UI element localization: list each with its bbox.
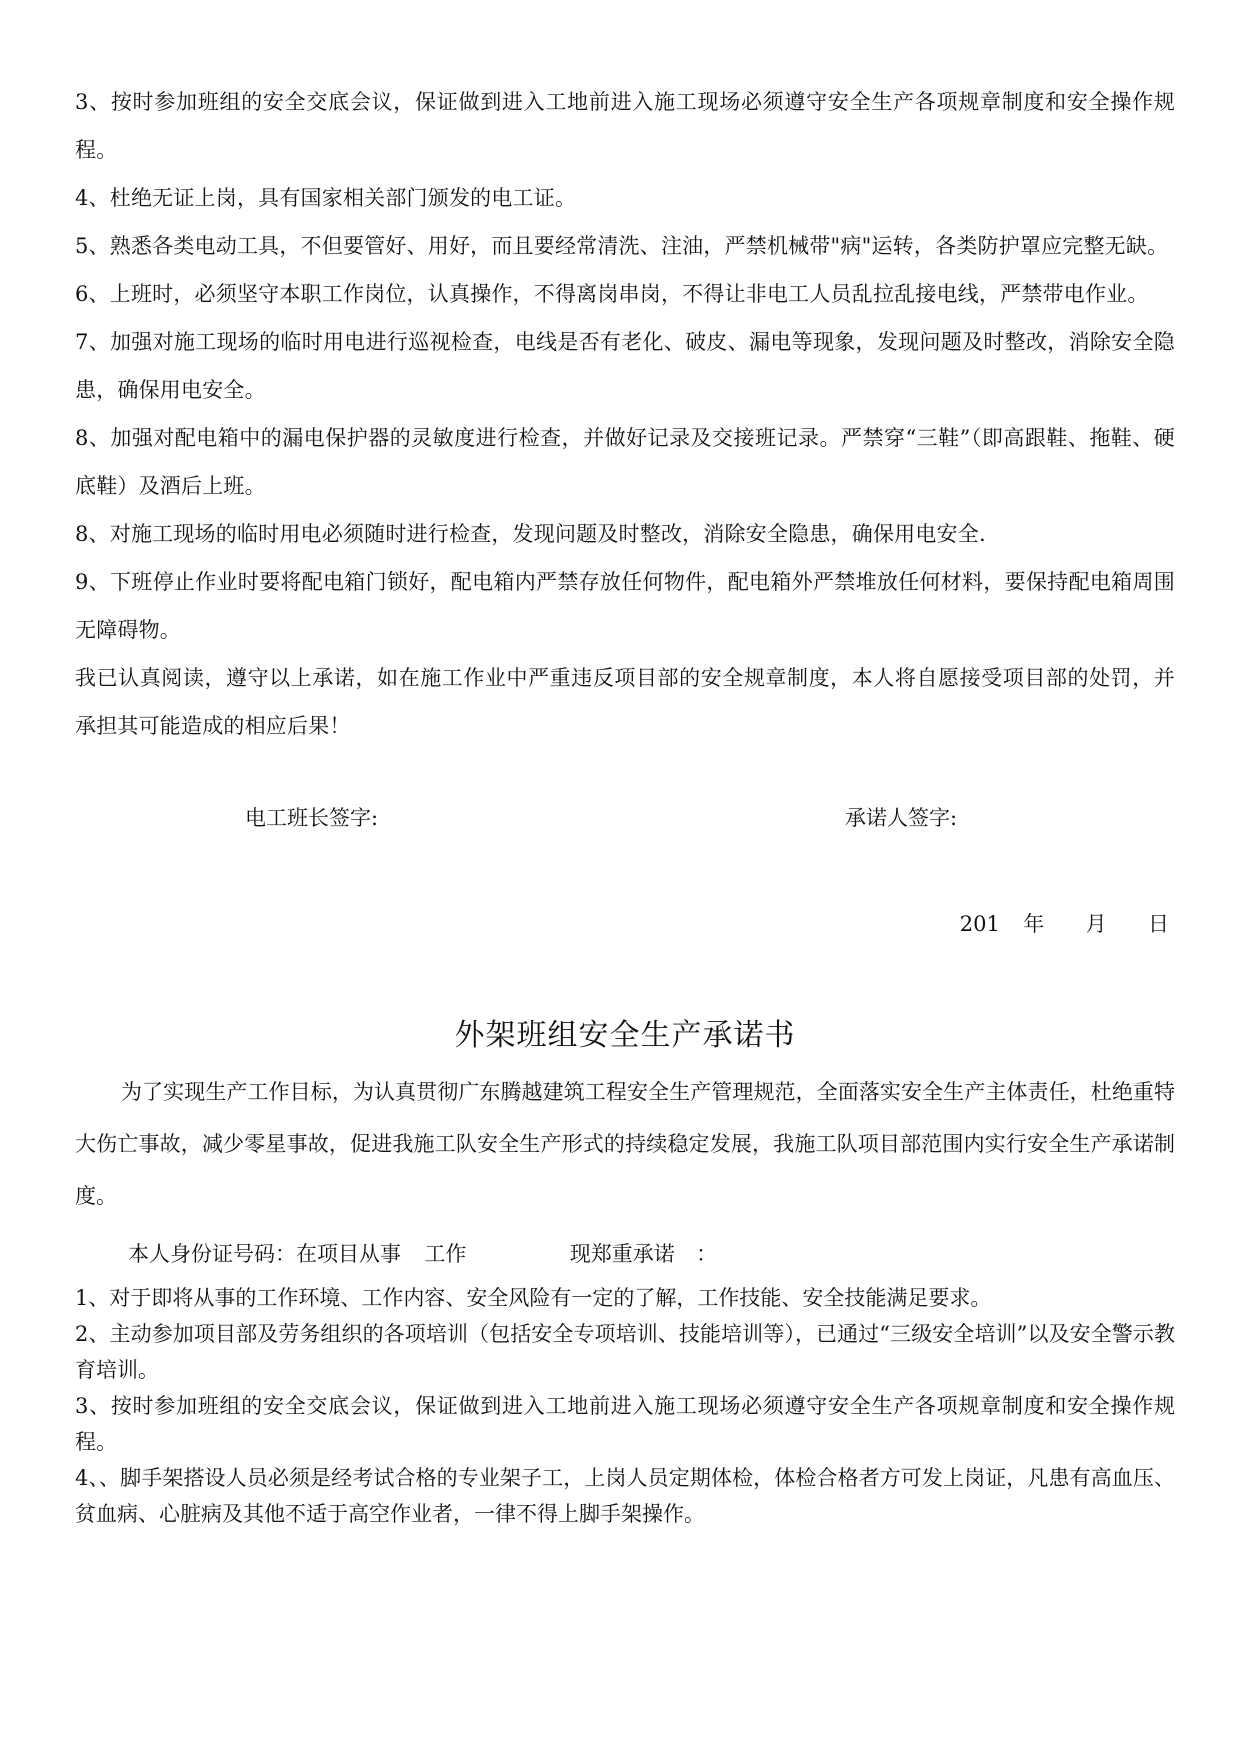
clause-4: 4、杜绝无证上岗，具有国家相关部门颁发的电工证。 [75,186,577,210]
date-day-unit: 日 [1148,912,1169,936]
date-line [75,908,1175,938]
scaffold-clause-3: 3、按时参加班组的安全交底会议，保证做到进入工地前进入施工现场必须遵守安全生产各项规章制度和安全操作规程。 [75,1394,1175,1454]
clause-8a: 8、加强对配电箱中的漏电保护器的灵敏度进行检查，并做好记录及交接班记录。严禁穿“三鞋”（即高跟鞋、拖鞋、硬底鞋）及酒后上班。 [75,426,1175,498]
acknowledgement: 我已认真阅读，遵守以上承诺，如在施工作业中严重违反项目部的安全规章制度，本人将自愿接受项目部的处罚，并承担其可能造成的相应后果！ [75,666,1175,738]
electrician-leader-signature-label: 电工班长签字: [245,806,379,830]
id-line-part-1: 本人身份证号码：在项目从事 [128,1242,401,1266]
signature-row [75,802,1175,862]
clause-9: 9、下班停止作业时要将配电箱门锁好，配电箱内严禁存放任何物件，配电箱外严禁堆放任何材料，要保持配电箱周围无障碍物。 [75,570,1175,642]
clause-8b: 8、对施工现场的临时用电必须随时进行检查，发现问题及时整改，消除安全隐患，确保用电安全. [75,522,986,546]
document-page [75,78,1175,1532]
section-title: 外架班组安全生产承诺书 [454,1018,796,1053]
scaffold-clause-2: 2、主动参加项目部及劳务组织的各项培训（包括安全专项培训、技能培训等），已通过“三级安全培训”以及安全警示教育培训。 [75,1322,1175,1382]
id-line-part-3: 现郑重承诺 [569,1242,675,1266]
date-month-unit: 月 [1085,912,1107,936]
clause-3: 3、按时参加班组的安全交底会议，保证做到进入工地前进入施工现场必须遵守安全生产各项规章制度和安全操作规程。 [75,90,1175,162]
date-year: 201 [959,912,1000,936]
id-declaration-line [75,1228,1175,1280]
promisor-signature-label: 承诺人签字: [845,806,958,830]
date-year-unit: 年 [1023,912,1045,936]
id-line-part-4: ： [696,1242,718,1266]
intro-paragraph: 为了实现生产工作目标，为认真贯彻广东腾越建筑工程安全生产管理规范，全面落实安全生产主体责任，杜绝重特大伤亡事故，减少零星事故，促进我施工队安全生产形式的持续稳定发展，我施工队项目部范围内实行安全生产承诺制度。 [75,1080,1175,1208]
scaffold-clause-1: 1、对于即将从事的工作环境、工作内容、安全风险有一定的了解，工作技能、安全技能满足要求。 [75,1286,992,1310]
clause-5: 5、熟悉各类电动工具，不但要管好、用好，而且要经常清洗、注油，严禁机械带"病"运转，各类防护罩应完整无缺。 [75,234,1169,258]
clause-6: 6、上班时，必须坚守本职工作岗位，认真操作，不得离岗串岗，不得让非电工人员乱拉乱接电线，严禁带电作业。 [75,282,1149,306]
scaffold-clause-4: 4、、脚手架搭设人员必须是经考试合格的专业架子工，上岗人员定期体检，体检合格者方可发上岗证，凡患有高血压、贫血病、心脏病及其他不适于高空作业者，一律不得上脚手架操作。 [75,1466,1175,1526]
id-line-part-2: 工作 [424,1242,467,1266]
clause-7: 7、加强对施工现场的临时用电进行巡视检查，电线是否有老化、破皮、漏电等现象，发现问题及时整改，消除安全隐患，确保用电安全。 [75,330,1175,402]
